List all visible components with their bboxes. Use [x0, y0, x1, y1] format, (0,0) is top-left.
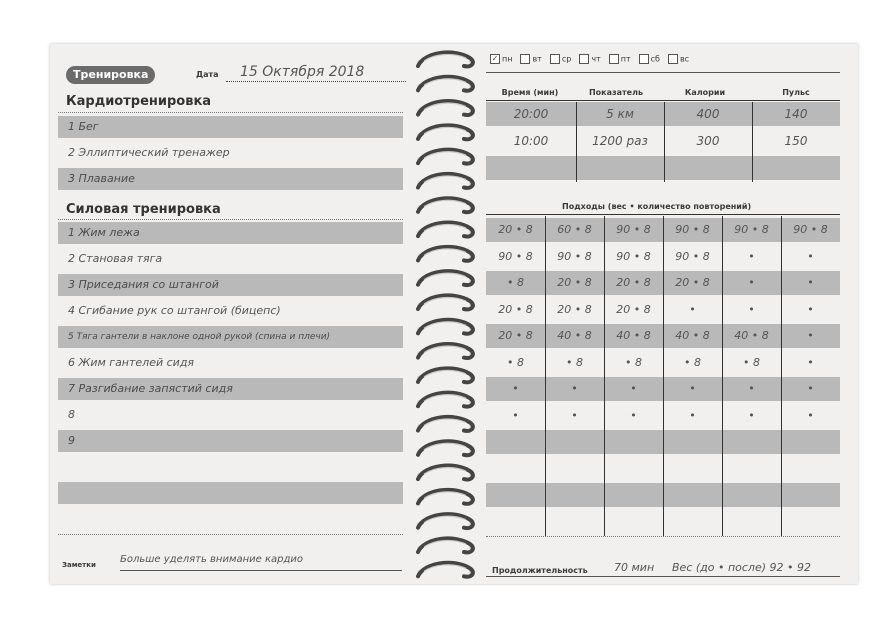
cardio-item: 1 Бег: [58, 116, 403, 138]
sets-cell: • 8: [743, 355, 760, 369]
sets-cell: [545, 483, 604, 507]
column-line: [752, 102, 753, 182]
sets-cell: 90 • 8: [557, 249, 592, 263]
binding-ring: [417, 271, 475, 285]
weekday-4[interactable]: [609, 54, 631, 64]
sets-cell: [663, 430, 722, 454]
sets-cell: [722, 483, 781, 507]
sets-cell: 90 • 8: [675, 249, 710, 263]
sets-cell: •: [748, 408, 755, 422]
duration-label: Продолжительность: [492, 566, 588, 575]
divider: [486, 536, 840, 537]
sets-cell: • 8: [507, 276, 524, 289]
sets-cell: •: [630, 408, 637, 422]
checkbox-icon[interactable]: [579, 54, 589, 64]
sets-cell: • 8: [566, 355, 583, 369]
binding-ring: [417, 52, 475, 66]
weekday-label: сб: [650, 54, 660, 64]
binding-ring: [417, 466, 475, 480]
weekday-0[interactable]: [490, 54, 512, 64]
cardio-title: Кардиотренировка: [66, 94, 212, 109]
divider: [58, 219, 403, 220]
sets-cell: 20 • 8: [498, 329, 533, 342]
notebook: [50, 44, 858, 584]
binding-ring: [417, 125, 475, 139]
sets-cell: [604, 430, 663, 454]
sets-cell: 90 • 8: [734, 223, 769, 236]
strength-item-empty: [58, 482, 403, 504]
cardio-item: 2 Эллиптический тренажер: [68, 146, 230, 159]
notes-text: Больше уделять внимание кардио: [120, 554, 402, 571]
sets-cell: [781, 430, 840, 454]
binding-ring: [417, 417, 475, 431]
binding-ring: [417, 368, 475, 382]
sets-title: Подходы (вес • количество повторений): [562, 202, 752, 211]
sets-cell: 20 • 8: [616, 276, 651, 289]
column-line: [576, 102, 577, 182]
divider: [486, 214, 840, 215]
binding-ring: [417, 174, 475, 188]
sets-cell: 60 • 8: [557, 223, 592, 236]
weekday-checkboxes: [490, 54, 697, 64]
sets-cell: 20 • 8: [498, 302, 533, 316]
sets-cell: [722, 430, 781, 454]
binding-ring: [417, 514, 475, 528]
right-page: [482, 44, 858, 584]
strength-item: 7 Разгибание запястий сидя: [58, 378, 403, 400]
divider: [486, 576, 840, 577]
strength-title: Силовая тренировка: [66, 202, 221, 217]
binding-ring: [417, 320, 475, 334]
sets-cell: [604, 483, 663, 507]
strength-item: 8: [68, 408, 75, 421]
strength-item: 3 Приседания со штангой: [58, 274, 403, 296]
sets-cell: •: [689, 302, 696, 316]
weekday-2[interactable]: [550, 54, 571, 64]
weekday-label: пт: [620, 54, 631, 64]
duration-value: 70 мин: [614, 561, 655, 574]
column-line: [664, 102, 665, 182]
strength-item: 1 Жим лежа: [58, 222, 403, 244]
vitals-cell: [576, 156, 664, 180]
binding-ring: [417, 563, 475, 577]
binding-ring: [417, 538, 475, 552]
sets-cell: •: [807, 276, 814, 289]
checkbox-icon[interactable]: [520, 54, 530, 64]
sets-cell: •: [571, 382, 578, 395]
sets-cell: •: [512, 408, 519, 422]
divider: [486, 100, 840, 101]
checkbox-icon[interactable]: [609, 54, 619, 64]
date-label: Дата: [196, 70, 219, 79]
vitals-row: [486, 156, 840, 180]
sets-cell: •: [807, 408, 814, 422]
weekday-label: вс: [679, 54, 690, 64]
sets-cell: •: [748, 382, 755, 395]
binding-ring: [417, 150, 475, 164]
sets-cell: •: [807, 302, 814, 316]
checkbox-icon[interactable]: ✓: [491, 54, 499, 63]
sets-cell: 40 • 8: [675, 329, 710, 342]
binding-ring: [417, 441, 475, 455]
sets-cell: 90 • 8: [616, 223, 651, 236]
binding-ring: [417, 344, 475, 358]
workout-badge: Тренировка: [66, 66, 155, 84]
binding-ring: [417, 247, 475, 261]
vitals-header: Показатель: [588, 88, 644, 97]
sets-cell: [781, 457, 840, 481]
sets-cell: •: [689, 382, 696, 395]
strength-item: 6 Жим гантелей сидя: [68, 356, 195, 369]
binding-ring: [417, 77, 475, 91]
date-value: 15 Октября 2018: [226, 64, 406, 82]
binding-ring: [417, 198, 475, 212]
spiral-binding: [410, 44, 482, 584]
sets-cell: 40 • 8: [734, 329, 769, 342]
left-page: [50, 44, 410, 584]
sets-cell: 20 • 8: [675, 276, 710, 289]
sets-cell: [545, 510, 604, 534]
sets-cell: 20 • 8: [498, 223, 533, 236]
vitals-cell: 300: [696, 134, 720, 148]
strength-item: 5 Тяга гантели в наклоне одной рукой (спина и плечи): [58, 326, 403, 348]
sets-cell: [604, 457, 663, 481]
vitals-header: Калории: [684, 88, 726, 97]
divider: [58, 534, 403, 535]
vitals-cell: [486, 156, 576, 180]
sets-cell: [486, 430, 545, 454]
sets-cell: [781, 510, 840, 534]
weekday-label: ср: [561, 54, 572, 64]
notes-label: Заметки: [62, 561, 96, 569]
sets-cell: 90 • 8: [675, 223, 710, 236]
sets-cell: •: [512, 382, 519, 395]
sets-cell: 90 • 8: [616, 249, 651, 263]
binding-ring: [417, 295, 475, 309]
weekday-1[interactable]: [520, 54, 541, 64]
binding-ring: [417, 490, 475, 504]
sets-cell: [486, 483, 545, 507]
column-line: [663, 216, 664, 536]
vitals-header: Пульс: [782, 88, 810, 97]
weekday-3[interactable]: [579, 54, 600, 64]
sets-cell: 40 • 8: [616, 329, 651, 342]
binding-ring: [417, 393, 475, 407]
sets-cell: [545, 430, 604, 454]
sets-cell: [604, 510, 663, 534]
sets-cell: 20 • 8: [557, 302, 592, 316]
vitals-cell: 400: [696, 107, 720, 121]
checkbox-icon[interactable]: [550, 54, 560, 64]
sets-cell: 40 • 8: [557, 329, 592, 342]
sets-cell: •: [630, 382, 637, 395]
column-line: [604, 216, 605, 536]
checkbox-icon[interactable]: [639, 54, 649, 64]
sets-cell: [663, 510, 722, 534]
sets-cell: 20 • 8: [557, 276, 592, 289]
weekday-label: пн: [502, 54, 513, 64]
binding-ring: [417, 101, 475, 115]
sets-cell: •: [748, 302, 755, 316]
sets-cell: • 8: [507, 355, 524, 369]
weekday-6[interactable]: [668, 54, 689, 64]
column-line: [781, 216, 782, 536]
vitals-row: [486, 129, 840, 153]
weekday-label: вт: [532, 54, 542, 64]
sets-cell: [663, 457, 722, 481]
divider: [486, 72, 840, 73]
binding-ring: [417, 223, 475, 237]
sets-cell: 90 • 8: [498, 249, 533, 263]
vitals-cell: 150: [784, 134, 808, 148]
strength-item: 9: [58, 430, 403, 452]
sets-cell: •: [748, 276, 755, 289]
sets-cell: •: [807, 382, 814, 395]
sets-cell: [722, 457, 781, 481]
sets-cell: • 8: [625, 355, 642, 369]
vitals-header: Время (мин): [501, 88, 559, 97]
vitals-row: [486, 102, 840, 126]
sets-cell: [663, 483, 722, 507]
sets-cell: [781, 483, 840, 507]
sets-cell: •: [689, 408, 696, 422]
vitals-cell: [752, 156, 840, 180]
weekday-5[interactable]: [639, 54, 660, 64]
vitals-cell: 1200 раз: [592, 134, 648, 148]
sets-cell: •: [807, 355, 814, 369]
sets-cell: 20 • 8: [616, 302, 651, 316]
weekday-label: чт: [591, 54, 601, 64]
sets-cell: •: [571, 408, 578, 422]
vitals-cell: 10:00: [513, 134, 549, 148]
sets-cell: [545, 457, 604, 481]
vitals-cell: [664, 156, 752, 180]
strength-item-empty: [58, 456, 403, 478]
vitals-cell: 140: [784, 107, 808, 121]
strength-item: 2 Становая тяга: [68, 252, 163, 265]
vitals-cell: 5 км: [606, 107, 634, 121]
strength-item: 4 Сгибание рук со штангой (бицепс): [68, 304, 281, 317]
cardio-item: 3 Плавание: [58, 168, 403, 190]
weight-value: Вес (до • после) 92 • 92: [672, 561, 811, 574]
checkbox-icon[interactable]: [668, 54, 678, 64]
divider: [58, 112, 403, 113]
sets-cell: 90 • 8: [793, 223, 828, 236]
sets-cell: •: [807, 249, 814, 263]
sets-cell: [722, 510, 781, 534]
vitals-cell: 20:00: [513, 107, 549, 121]
column-line: [545, 216, 546, 536]
sets-cell: • 8: [684, 355, 701, 369]
sets-cell: •: [748, 249, 755, 263]
sets-cell: [486, 510, 545, 534]
sets-cell: •: [807, 329, 814, 342]
column-line: [722, 216, 723, 536]
sets-cell: [486, 457, 545, 481]
